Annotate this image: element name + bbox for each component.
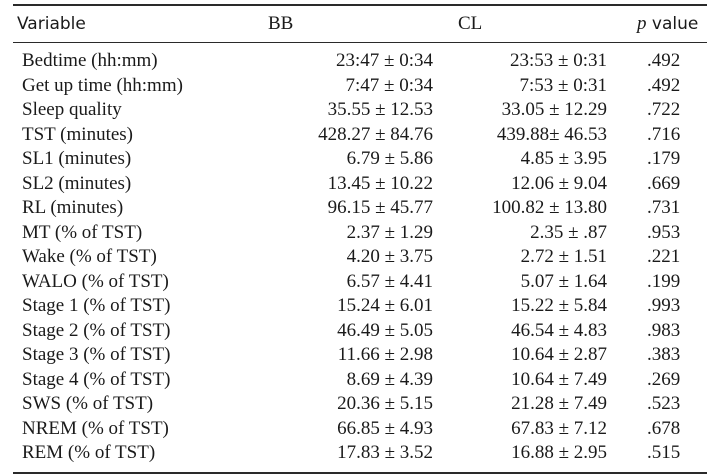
cell-p-value: .716 — [647, 123, 681, 145]
header-p-value — [607, 13, 707, 35]
cell-variable: Sleep quality — [22, 99, 122, 121]
cell-variable: NREM (% of TST) — [22, 417, 169, 439]
cell-cl: 12.06 ± 9.04 — [511, 172, 607, 194]
table-row — [13, 221, 707, 246]
table-bottom-rule — [13, 472, 707, 474]
header-bb: BB — [268, 13, 294, 34]
cell-cl: 33.05 ± 12.29 — [501, 99, 607, 121]
cell-p-value: .221 — [647, 246, 681, 268]
cell-p-value: .199 — [647, 270, 681, 292]
cell-cl: 4.85 ± 3.95 — [520, 148, 607, 170]
cell-p-value: .731 — [647, 197, 681, 219]
cell-cl: 2.72 ± 1.51 — [520, 246, 607, 268]
table-row — [13, 441, 707, 466]
cell-p-value: .953 — [647, 221, 681, 243]
cell-cl: 67.83 ± 7.12 — [511, 417, 607, 439]
cell-bb: 13.45 ± 10.22 — [327, 172, 433, 194]
header-p-symbol: p — [637, 13, 647, 34]
table-row — [13, 123, 707, 148]
cell-variable: Get up time (hh:mm) — [22, 74, 183, 96]
header-variable: Variable — [17, 14, 86, 34]
table-row — [13, 172, 707, 197]
cell-variable: SL1 (minutes) — [22, 148, 132, 170]
cell-bb: 96.15 ± 45.77 — [327, 197, 433, 219]
cell-p-value: .492 — [647, 74, 681, 96]
cell-bb: 15.24 ± 6.01 — [337, 295, 433, 317]
table-row — [13, 98, 707, 123]
cell-cl: 23:53 ± 0:31 — [510, 50, 607, 72]
cell-p-value: .383 — [647, 344, 681, 366]
cell-variable: MT (% of TST) — [22, 221, 143, 243]
cell-cl: 15.22 ± 5.84 — [511, 295, 607, 317]
cell-p-value: .523 — [647, 393, 681, 415]
cell-bb: 46.49 ± 5.05 — [337, 319, 433, 341]
cell-p-value: .179 — [647, 148, 681, 170]
cell-cl: 21.28 ± 7.49 — [511, 393, 607, 415]
cell-variable: RL (minutes) — [22, 197, 124, 219]
table-body — [13, 43, 707, 472]
cell-variable: REM (% of TST) — [22, 442, 156, 464]
cell-cl: 100.82 ± 13.80 — [492, 197, 607, 219]
table-row — [13, 294, 707, 319]
cell-p-value: .678 — [647, 417, 681, 439]
cell-cl: 10.64 ± 2.87 — [511, 344, 607, 366]
cell-bb: 20.36 ± 5.15 — [337, 393, 433, 415]
cell-cl: 439.88± 46.53 — [496, 123, 607, 145]
cell-variable: SL2 (minutes) — [22, 172, 132, 194]
cell-bb: 11.66 ± 2.98 — [337, 344, 433, 366]
cell-bb: 6.79 ± 5.86 — [346, 148, 433, 170]
cell-p-value: .722 — [647, 99, 681, 121]
cell-cl: 5.07 ± 1.64 — [520, 270, 607, 292]
cell-p-value: .669 — [647, 172, 681, 194]
cell-cl: 16.88 ± 2.95 — [511, 442, 607, 464]
cell-bb: 66.85 ± 4.93 — [337, 417, 433, 439]
cell-cl: 46.54 ± 4.83 — [511, 319, 607, 341]
table-row — [13, 319, 707, 344]
cell-bb: 6.57 ± 4.41 — [346, 270, 433, 292]
cell-variable: WALO (% of TST) — [22, 270, 169, 292]
table-header-row — [13, 6, 707, 42]
table-row — [13, 343, 707, 368]
cell-bb: 17.83 ± 3.52 — [337, 442, 433, 464]
header-p-label: value — [646, 14, 699, 34]
cell-variable: Stage 4 (% of TST) — [22, 368, 171, 390]
header-cl: CL — [458, 13, 483, 34]
cell-variable: Stage 2 (% of TST) — [22, 319, 171, 341]
cell-variable: Stage 1 (% of TST) — [22, 295, 171, 317]
cell-variable: Bedtime (hh:mm) — [22, 50, 158, 72]
table-row — [13, 417, 707, 442]
cell-cl: 2.35 ± .87 — [530, 221, 607, 243]
table-row — [13, 49, 707, 74]
cell-bb: 35.55 ± 12.53 — [327, 99, 433, 121]
table-row — [13, 245, 707, 270]
cell-p-value: .269 — [647, 368, 681, 390]
cell-p-value: .492 — [647, 50, 681, 72]
cell-cl: 7:53 ± 0:31 — [519, 74, 607, 96]
table-row — [13, 270, 707, 295]
cell-p-value: .993 — [647, 295, 681, 317]
cell-p-value: .515 — [647, 442, 681, 464]
cell-p-value: .983 — [647, 319, 681, 341]
table-row — [13, 74, 707, 99]
cell-bb: 7:47 ± 0:34 — [345, 74, 433, 96]
cell-variable: TST (minutes) — [22, 123, 134, 145]
cell-cl: 10.64 ± 7.49 — [511, 368, 607, 390]
cell-variable: SWS (% of TST) — [22, 393, 154, 415]
cell-variable: Stage 3 (% of TST) — [22, 344, 171, 366]
table-row — [13, 196, 707, 221]
cell-bb: 8.69 ± 4.39 — [346, 368, 433, 390]
cell-bb: 428.27 ± 84.76 — [318, 123, 433, 145]
table-row — [13, 368, 707, 393]
table-row — [13, 392, 707, 417]
cell-variable: Wake (% of TST) — [22, 246, 157, 268]
cell-bb: 23:47 ± 0:34 — [336, 50, 433, 72]
cell-bb: 4.20 ± 3.75 — [346, 246, 433, 268]
table-row — [13, 147, 707, 172]
sleep-data-table — [13, 4, 707, 474]
cell-bb: 2.37 ± 1.29 — [346, 221, 433, 243]
